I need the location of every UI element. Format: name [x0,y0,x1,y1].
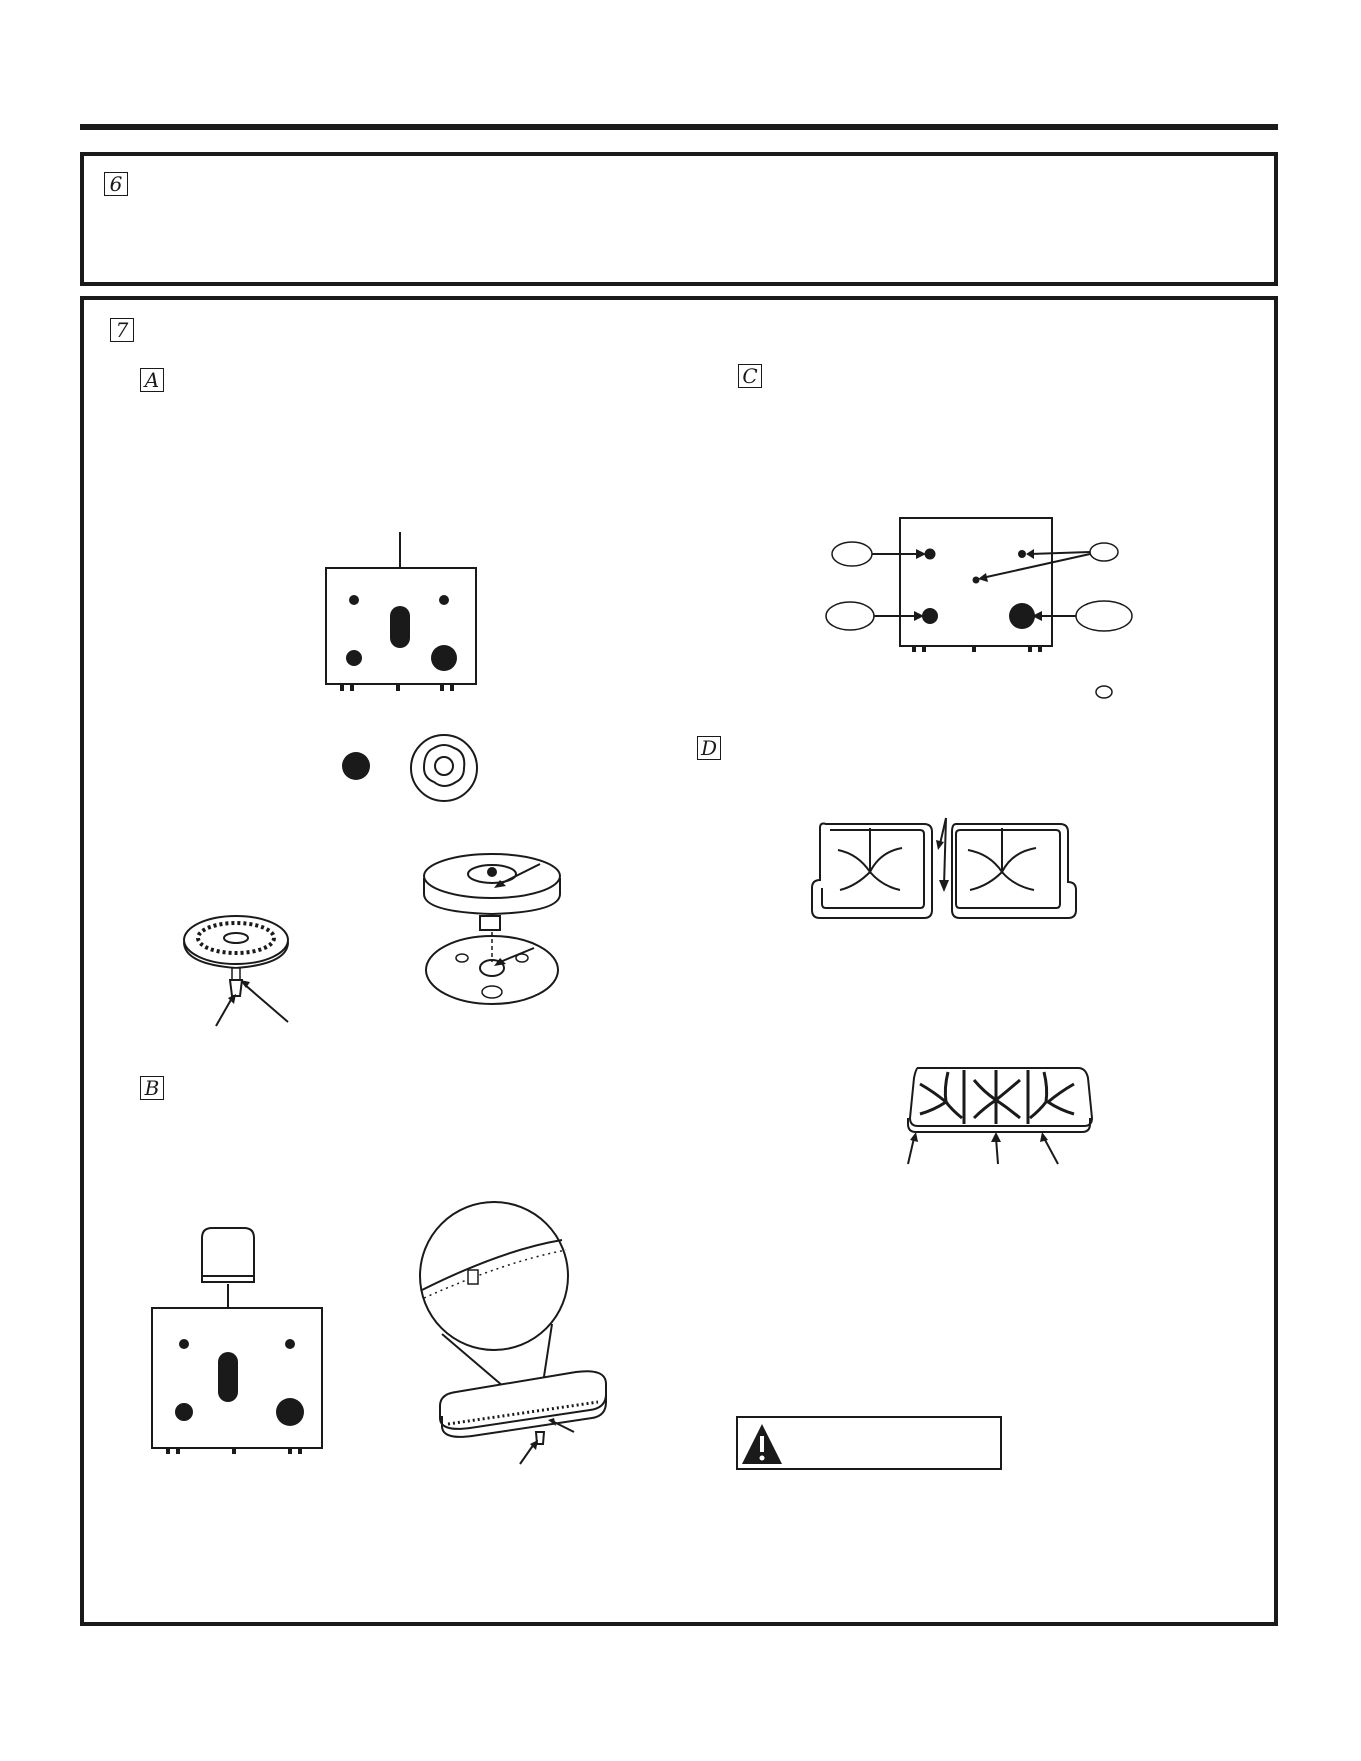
header-rule [80,124,1278,130]
substep-b-label: B [140,1076,164,1100]
grates-assembled-diagram [904,1060,1090,1166]
burner-caps-placement-diagram [824,516,1136,700]
substep-d-label: D [697,736,721,760]
large-burner-exploded-diagram [420,852,580,1022]
grates-separated-diagram [808,816,1084,928]
oval-burner-cap-install-diagram [148,1226,328,1458]
burner-cap-top-view [340,744,490,814]
cooktop-oval-burner-diagram [320,530,480,696]
substep-a-label: A [140,368,164,392]
substep-c-label: C [738,364,762,388]
step-6-label: 6 [104,172,128,196]
warning-box [736,1416,1002,1470]
step-7-label: 7 [110,318,134,342]
warning-triangle-icon [738,1418,786,1468]
round-burner-head-diagram [176,900,306,1030]
oval-burner-detail-diagram [412,1198,612,1464]
step-6-box [80,152,1278,286]
